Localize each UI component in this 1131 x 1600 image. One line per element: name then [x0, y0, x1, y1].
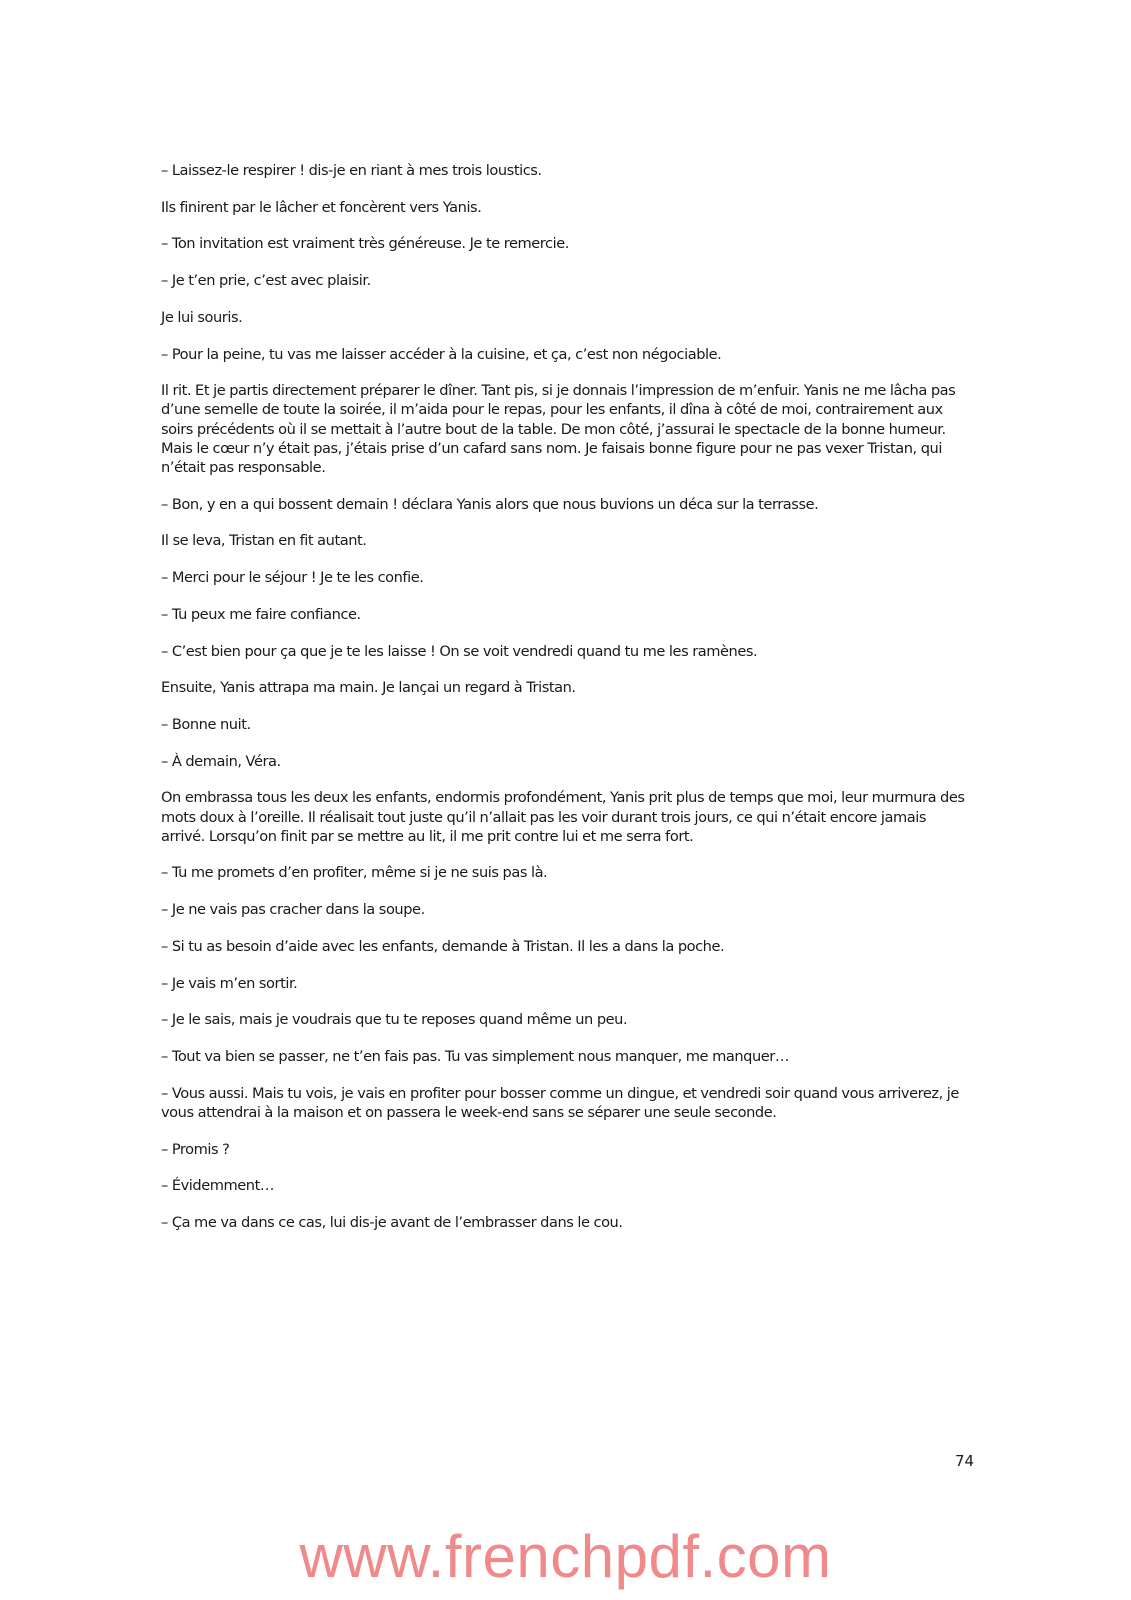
paragraph: – Si tu as besoin d’aide avec les enfants, demande à Tristan. Il les a dans la poche. — [161, 937, 725, 955]
paragraph: Ensuite, Yanis attrapa ma main. Je lançai un regard à Tristan. — [161, 679, 576, 697]
paragraph: – C’est bien pour ça que je te les laisse ! On se voit vendredi quand tu me les ramènes. — [161, 642, 758, 660]
paragraph: – Pour la peine, tu vas me laisser accéder à la cuisine, et ça, c’est non négociable. — [161, 345, 722, 363]
paragraph: – Ça me va dans ce cas, lui dis-je avant de l’embrasser dans le cou. — [161, 1214, 623, 1231]
paragraph: Il rit. Et je partis directement préparer le dîner. Tant pis, si je donnais l’impression de m’enfuir. Yanis ne me lâcha pas d’une semelle de toute la soirée, il m’aida pour le repas, pour les enfants, il dîna à côté de moi, contrairement aux soirs précédents où il se mettait à l’autre bout de la table. De mon côté, j’assurai le spectacle de la bonne humeur. Mais le cœur n’y était pas, j’étais prise d’un cafard sans nom. Je faisais bonne figure pour ne pas vexer Tristan, qui n’était pas responsable. — [161, 382, 956, 477]
watermark-url[interactable]: www.frenchpdf.com — [299, 1523, 832, 1590]
paragraph: – Bon, y en a qui bossent demain ! déclara Yanis alors que nous buvions un déca sur la terrasse. — [161, 495, 819, 513]
paragraph: – Je vais m’en sortir. — [161, 974, 298, 992]
paragraph: – Je t’en prie, c’est avec plaisir. — [161, 272, 371, 290]
paragraph: – Promis ? — [161, 1140, 230, 1158]
paragraph: Il se leva, Tristan en fit autant. — [161, 532, 367, 550]
paragraph: – À demain, Véra. — [161, 752, 281, 770]
paragraph: – Bonne nuit. — [161, 715, 251, 733]
paragraph: – Tu me promets d’en profiter, même si je ne suis pas là. — [161, 864, 548, 882]
page-number: 74 — [955, 1452, 975, 1470]
paragraph: – Tu peux me faire confiance. — [161, 605, 361, 623]
paragraph: – Merci pour le séjour ! Je te les confie. — [161, 569, 424, 587]
paragraph: – Évidemment… — [161, 1177, 275, 1195]
paragraph: – Je ne vais pas cracher dans la soupe. — [161, 901, 425, 919]
paragraph: – Laissez-le respirer ! dis-je en riant à mes trois loustics. — [161, 162, 542, 179]
paragraph: Ils finirent par le lâcher et foncèrent vers Yanis. — [161, 198, 482, 216]
paragraph: – Vous aussi. Mais tu vois, je vais en profiter pour bosser comme un dingue, et vendredi soir quand vous arriverez, je vous attendrai à la maison et on passera le week-end sans se séparer une seule seconde. — [161, 1084, 959, 1121]
paragraph: On embrassa tous les deux les enfants, endormis profondément, Yanis prit plus de temps que moi, leur murmura des mots doux à l’oreille. Il réalisait tout juste qu’il n’allait pas les voir durant trois jours, ce qui n’était encore jamais arrivé. Lorsqu’on finit par se mettre au lit, il me prit contre lui et me serra fort. — [161, 789, 965, 845]
body-text — [161, 161, 973, 1250]
paragraph: – Je le sais, mais je voudrais que tu te reposes quand même un peu. — [161, 1011, 628, 1029]
paragraph: – Ton invitation est vraiment très généreuse. Je te remercie. — [161, 235, 569, 253]
paragraph: Je lui souris. — [161, 308, 243, 326]
paragraph: – Tout va bien se passer, ne t’en fais pas. Tu vas simplement nous manquer, me manquer… — [161, 1047, 789, 1065]
